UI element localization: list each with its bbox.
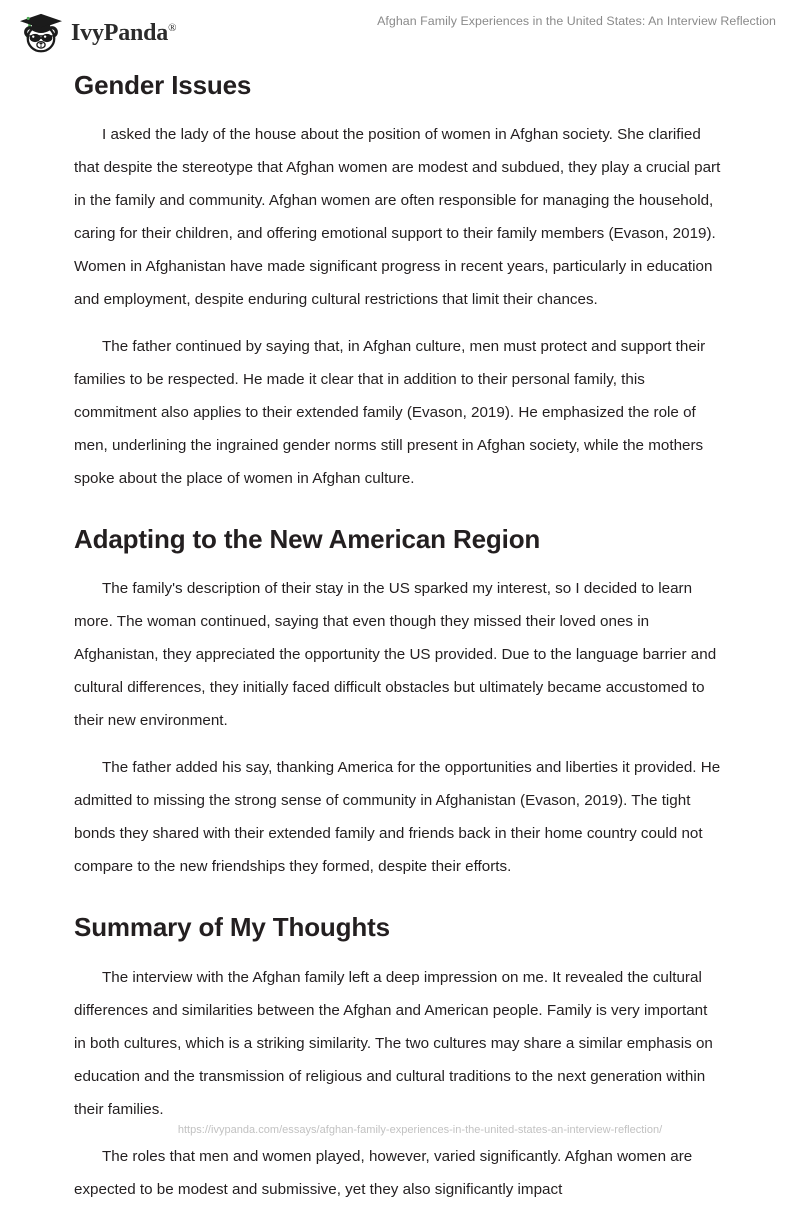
document-section (74, 524, 722, 883)
page-header (0, 0, 800, 62)
page-footer (0, 1120, 800, 1138)
document-content (74, 70, 722, 1206)
document-running-title: Afghan Family Experiences in the United States: An Interview Reflection (377, 14, 776, 28)
paragraph: The family's description of their stay in the US sparked my interest, so I decided to learn more. The woman continued, saying that even though they missed their loved ones in Afghanistan, they appreciated the opportunity the US provided. Due to the language barrier and cultural differences, they initially faced difficult obstacles but ultimately became accustomed to their new environment. (74, 580, 717, 730)
section-heading-gender-issues: Gender Issues (74, 70, 252, 100)
source-url-link[interactable]: https://ivypanda.com/essays/afghan-family-experiences-in-the-united-states-an-interview-reflection/ (177, 1124, 663, 1136)
paragraph: The interview with the Afghan family left a deep impression on me. It revealed the cultural differences and similarities between the Afghan and American people. Family is very important in both cultures, which is a striking similarity. The two cultures may share a similar emphasis on education and the transmission of religious and cultural traditions to the next generation within their families. (74, 968, 713, 1118)
document-section (74, 912, 722, 1205)
section-heading-summary-of-my-thoughts: Summary of My Thoughts (74, 912, 390, 943)
paragraph: I asked the lady of the house about the position of women in Afghan society. She clarified that despite the stereotype that Afghan women are modest and subdued, they play a crucial part in the family and community. Afghan women are often responsible for managing the household, caring for their children, and offering emotional support to their family members (Evason, 2019). Women in Afghanistan have made significant progress in recent years, particularly in education and employment, despite enduring cultural restrictions that limit their chances. (74, 126, 721, 309)
brand-name: IvyPanda® (71, 20, 177, 46)
paragraph: The father added his say, thanking America for the opportunities and liberties it provided. He admitted to missing the strong sense of community in Afghanistan (Evason, 2019). The tight bonds they shared with their extended family and friends back in their home country could not compare to the new friendships they formed, despite their efforts. (74, 759, 721, 876)
registered-mark: ® (168, 22, 177, 34)
document-section (74, 70, 722, 495)
paragraph: The father continued by saying that, in Afghan culture, men must protect and support their families to be respected. He made it clear that in addition to their personal family, this commitment also applies to their extended family (Evason, 2019). He emphasized the role of men, underlining the ingrained gender norms still present in Afghan society, while the mothers spoke about the place of women in Afghan culture. (74, 338, 706, 488)
section-heading-adapting-to-the-new-american-region: Adapting to the New American Region (74, 524, 541, 555)
paragraph: The roles that men and women played, however, varied significantly. Afghan women are expected to be modest and submissive, yet they also significantly impact (74, 1147, 693, 1198)
